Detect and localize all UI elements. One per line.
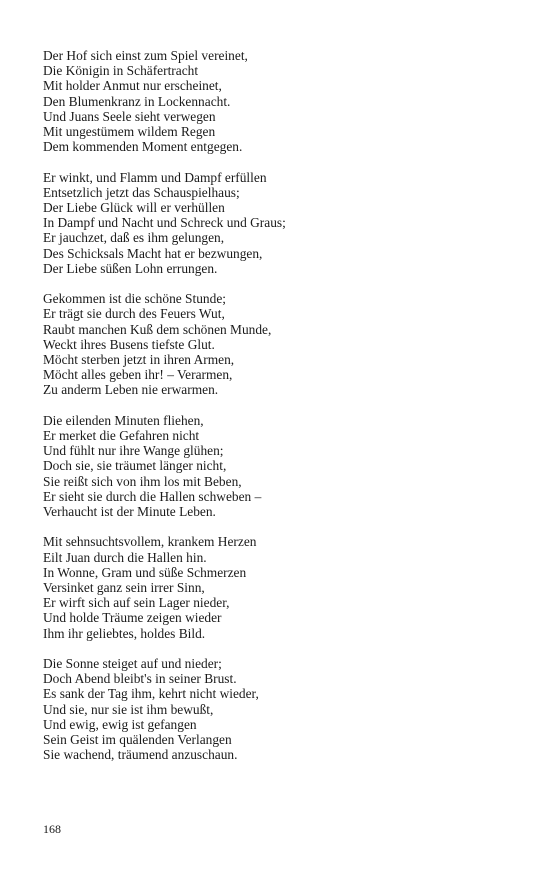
verse-line: Möcht sterben jetzt in ihren Armen,: [43, 352, 235, 368]
verse-line: Mit sehnsuchtsvollem, krankem Herzen: [43, 534, 257, 550]
verse-line: Er merket die Gefahren nicht: [43, 428, 200, 444]
verse-line: Der Liebe Glück will er verhüllen: [43, 200, 225, 216]
verse-line: Der Liebe süßen Lohn errungen.: [43, 260, 218, 276]
verse-line: Möcht alles geben ihr! – Verarmen,: [43, 367, 233, 383]
verse-line: In Wonne, Gram und süße Schmerzen: [43, 564, 247, 580]
verse-line: Des Schicksals Macht hat er bezwungen,: [43, 245, 263, 261]
verse-line: Die eilenden Minuten fliehen,: [43, 412, 204, 428]
verse-line: Mit ungestümem wildem Regen: [43, 124, 216, 140]
stanza-6: [43, 656, 513, 762]
stanza-2: [43, 170, 513, 276]
verse-line: Doch sie, sie träumet länger nicht,: [43, 458, 227, 474]
verse-line: Doch Abend bleibt's in seiner Brust.: [43, 671, 237, 687]
verse-line: Die Sonne steiget auf und nieder;: [43, 656, 222, 672]
verse-line: Und fühlt nur ihre Wange glühen;: [43, 443, 224, 459]
verse-line: Sie wachend, träumend anzuschaun.: [43, 747, 238, 763]
verse-line: Den Blumenkranz in Lockennacht.: [43, 93, 231, 109]
verse-line: Verhaucht ist der Minute Leben.: [43, 504, 216, 520]
verse-line: Und sie, nur sie ist ihm bewußt,: [43, 701, 214, 717]
verse-line: Zu anderm Leben nie erwarmen.: [43, 382, 219, 398]
verse-line: Er wirft sich auf sein Lager nieder,: [43, 595, 230, 611]
verse-line: In Dampf und Nacht und Schreck und Graus;: [43, 215, 286, 231]
verse-line: Eilt Juan durch die Hallen hin.: [43, 549, 207, 565]
verse-line: Gekommen ist die schöne Stunde;: [43, 291, 226, 307]
verse-line: Und holde Träume zeigen wieder: [43, 610, 222, 626]
verse-line: Mit holder Anmut nur erscheinet,: [43, 78, 222, 94]
stanza-5: [43, 534, 513, 640]
verse-line: Sie reißt sich von ihm los mit Beben,: [43, 473, 242, 489]
verse-line: Er winkt, und Flamm und Dampf erfüllen: [43, 169, 267, 185]
verse-line: Weckt ihres Busens tiefste Glut.: [43, 336, 215, 352]
verse-line: Dem kommenden Moment entgegen.: [43, 139, 243, 155]
verse-line: Und ewig, ewig ist gefangen: [43, 716, 197, 732]
verse-line: Es sank der Tag ihm, kehrt nicht wieder,: [43, 686, 259, 702]
verse-line: Versinket ganz sein irrer Sinn,: [43, 580, 205, 596]
stanza-4: [43, 413, 513, 519]
verse-line: Entsetzlich jetzt das Schauspielhaus;: [43, 184, 240, 200]
verse-line: Ihm ihr geliebtes, holdes Bild.: [43, 625, 206, 641]
verse-line: Er trägt sie durch des Feuers Wut,: [43, 306, 225, 322]
poem-body: [43, 48, 513, 778]
stanza-1: [43, 48, 513, 154]
verse-line: Sein Geist im quälenden Verlangen: [43, 732, 232, 748]
verse-line: Raubt manchen Kuß dem schönen Munde,: [43, 321, 272, 337]
stanza-3: [43, 291, 513, 397]
verse-line: Er jauchzet, daß es ihm gelungen,: [43, 230, 225, 246]
page-number: 168: [43, 822, 61, 836]
verse-line: Und Juans Seele sieht verwegen: [43, 108, 216, 124]
verse-line: Er sieht sie durch die Hallen schweben –: [43, 488, 262, 504]
verse-line: Die Königin in Schäfertracht: [43, 63, 199, 79]
verse-line: Der Hof sich einst zum Spiel vereinet,: [43, 48, 248, 63]
